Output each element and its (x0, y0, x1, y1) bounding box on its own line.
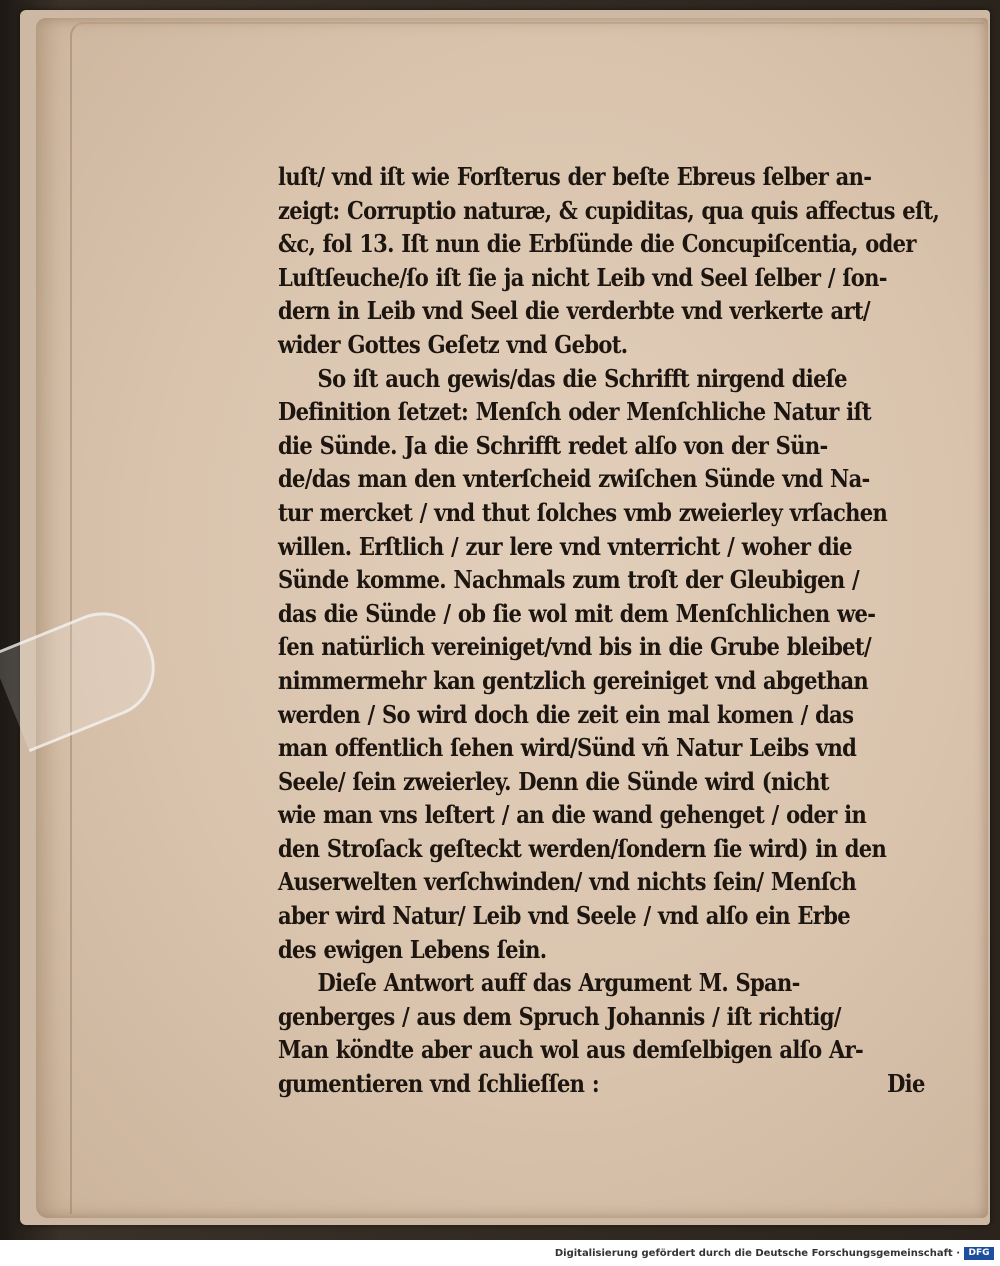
text-line: den Stroſack geſteckt werden/ſondern ſie wird) in den (278, 833, 887, 863)
catchword: Die (887, 1069, 925, 1099)
text-line: werden / So wird doch die zeit ein mal komen / das (278, 699, 854, 729)
text-line: Dieſe Antwort auff das Argument M. Span- (317, 968, 800, 998)
text-line: Luſtſeuche/ſo iſt ſie ja nicht Leib vnd Seel ſelber / ſon- (278, 262, 887, 292)
text-line: man offentlich ſehen wird/Sünd vñ Natur Leibs vnd (278, 733, 857, 763)
funding-credit: Digitalisierung gefördert durch die Deutsche Forschungsgemeinschaft · (554, 1248, 960, 1259)
text-line: Definition ſetzet: Menſch oder Menſchliche Natur iſt (278, 397, 871, 427)
text-line: genberges / aus dem Spruch Johannis / iſt richtig/ (278, 1001, 841, 1031)
final-line (278, 1067, 925, 1101)
footer-bar (0, 1240, 1000, 1266)
text-line: des ewigen Lebens ſein. (278, 934, 547, 964)
text-line: tur mercket / vnd thut ſolches vmb zweierley vrſachen (278, 497, 888, 527)
dfg-logo: DFG (964, 1247, 994, 1260)
text-line: de/das man den vnterſcheid zwiſchen Sünde vnd Na- (278, 464, 870, 494)
text-line: &c, fol 13. Iſt nun die Erbſünde die Concupiſcentia, oder (278, 229, 916, 259)
text-line: Auserwelten verſchwinden/ vnd nichts ſein/ Menſch (278, 867, 856, 897)
text-line: Man köndte aber auch wol aus demſelbigen alſo Ar- (278, 1035, 864, 1065)
text-line: Sünde komme. Nachmals zum troſt der Gleubigen / (278, 565, 859, 595)
text-line: So iſt auch gewis/das die Schrifft nirgend dieſe (317, 363, 847, 393)
text-line: dern in Leib vnd Seel die verderbte vnd verkerte art/ (278, 296, 870, 326)
text-line: nimmermehr kan gentzlich gereiniget vnd abgethan (278, 665, 869, 695)
text-line: wider Gottes Geſetz vnd Gebot. (278, 329, 628, 359)
text-line: luſt/ vnd iſt wie Forſterus der beſte Ebreus ſelber an- (278, 162, 872, 191)
text-line: gumentieren vnd ſchlieſſen : (278, 1069, 599, 1099)
text-line: zeigt: Corruptio naturæ, & cupiditas, qua quis affectus eſt, (278, 195, 940, 225)
text-line: ſen natürlich vereiniget/vnd bis in die Grube bleibet/ (278, 632, 871, 662)
text-line: aber wird Natur/ Leib vnd Seele / vnd alſo ein Erbe (278, 901, 850, 931)
text-line: wie man vns leſtert / an die wand gehenget / oder in (278, 800, 867, 830)
text-line: die Sünde. Ja die Schrifft redet alſo von der Sün- (278, 430, 828, 460)
text-line: das die Sünde / ob ſie wol mit dem Menſchlichen we- (278, 598, 876, 628)
text-line: willen. Erſtlich / zur lere vnd vnterricht / woher die (278, 531, 852, 561)
page-text (278, 160, 938, 1101)
text-line: Seele/ ſein zweierley. Denn die Sünde wird (nicht (278, 766, 829, 796)
